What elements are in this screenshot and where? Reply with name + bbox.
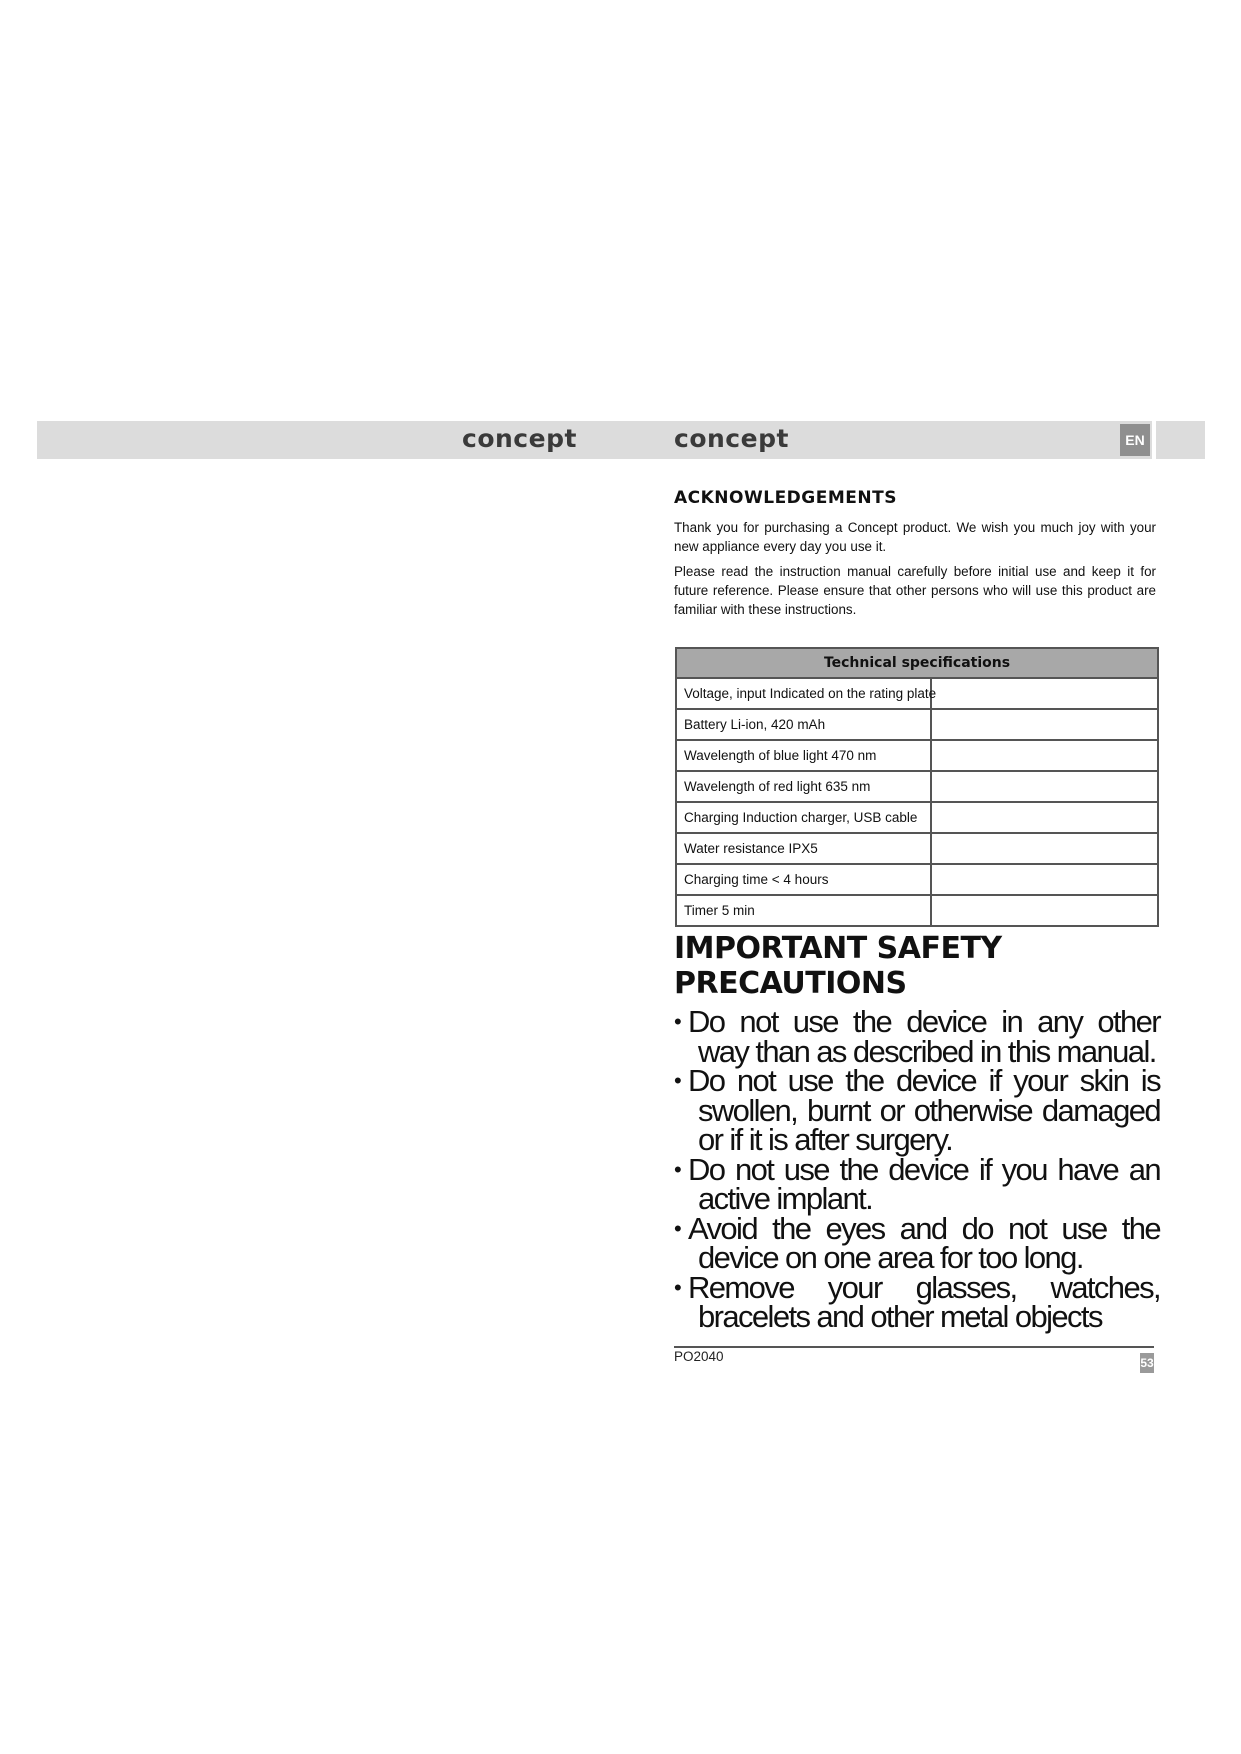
spec-column-divider [930,772,932,801]
safety-item [674,1151,1160,1216]
safety-item [674,1210,1160,1275]
spec-row [677,710,1157,741]
bullet-icon: • [674,1274,681,1300]
spec-column-divider [930,710,932,739]
spec-column-divider [930,741,932,770]
safety-title: IMPORTANT SAFETY PRECAUTIONS [674,931,1002,1001]
footer-divider [674,1346,1154,1348]
spec-row-text: Voltage, input Indicated on the rating plate [684,686,937,701]
spec-row-text: Timer 5 min [684,903,755,918]
bullet-icon: • [674,1068,681,1093]
safety-list [674,1004,1160,1334]
spec-column-divider [930,865,932,894]
page-number: 53 [1140,1353,1154,1373]
spec-row-text: Wavelength of red light 635 nm [684,779,871,794]
safety-item-text: Remove your glasses, watches, bracelets and other metal objects [688,1269,1160,1334]
bullet-icon: • [674,1215,681,1241]
spec-table-title: Technical specifications [677,649,1157,679]
safety-item [674,1004,1160,1069]
spec-row-text: Charging time < 4 hours [684,872,829,887]
model-number: PO2040 [674,1349,724,1364]
spec-row-text: Wavelength of blue light 470 nm [684,748,877,763]
spec-row [677,679,1157,710]
spec-row [677,896,1157,925]
header-divider [1152,421,1156,459]
spec-row-text: Water resistance IPX5 [684,841,818,856]
safety-item-text: Do not use the device in any other way than as described in this manual. [688,1004,1160,1069]
brand-logo-right: concept [674,424,789,453]
spec-row [677,803,1157,834]
spec-column-divider [930,834,932,863]
spec-row [677,772,1157,803]
safety-item [674,1269,1160,1334]
acknowledgements-title: ACKNOWLEDGEMENTS [674,488,897,508]
acknowledgements-paragraph: Please read the instruction manual carefully before initial use and keep it for future reference. Please ensure that other persons who will use this product are familiar with these instructions. [674,564,1156,617]
safety-item-text: Do not use the device if you have an active implant. [688,1151,1160,1216]
spec-row-text: Charging Induction charger, USB cable [684,810,918,825]
brand-logo-left: concept [462,424,577,453]
spec-row [677,834,1157,865]
header-band [37,421,1205,459]
spec-column-divider [930,803,932,832]
spec-row [677,741,1157,772]
bullet-icon: • [674,1156,681,1182]
spec-row-text: Battery Li-ion, 420 mAh [684,717,826,732]
safety-item-text: Do not use the device if your skin is swollen, burnt or otherwise damaged or if it is after surgery. [688,1063,1160,1157]
acknowledgements-section [674,488,1156,619]
safety-item-text: Avoid the eyes and do not use the device on one area for too long. [688,1210,1160,1275]
language-tab: EN [1120,424,1150,456]
spec-column-divider [930,896,932,925]
acknowledgements-paragraph: Thank you for purchasing a Concept product. We wish you much joy with your new appliance every day you use it. [674,520,1156,554]
bullet-icon: • [674,1009,681,1034]
safety-item [674,1063,1160,1157]
spec-row [677,865,1157,896]
spec-table [675,647,1159,927]
